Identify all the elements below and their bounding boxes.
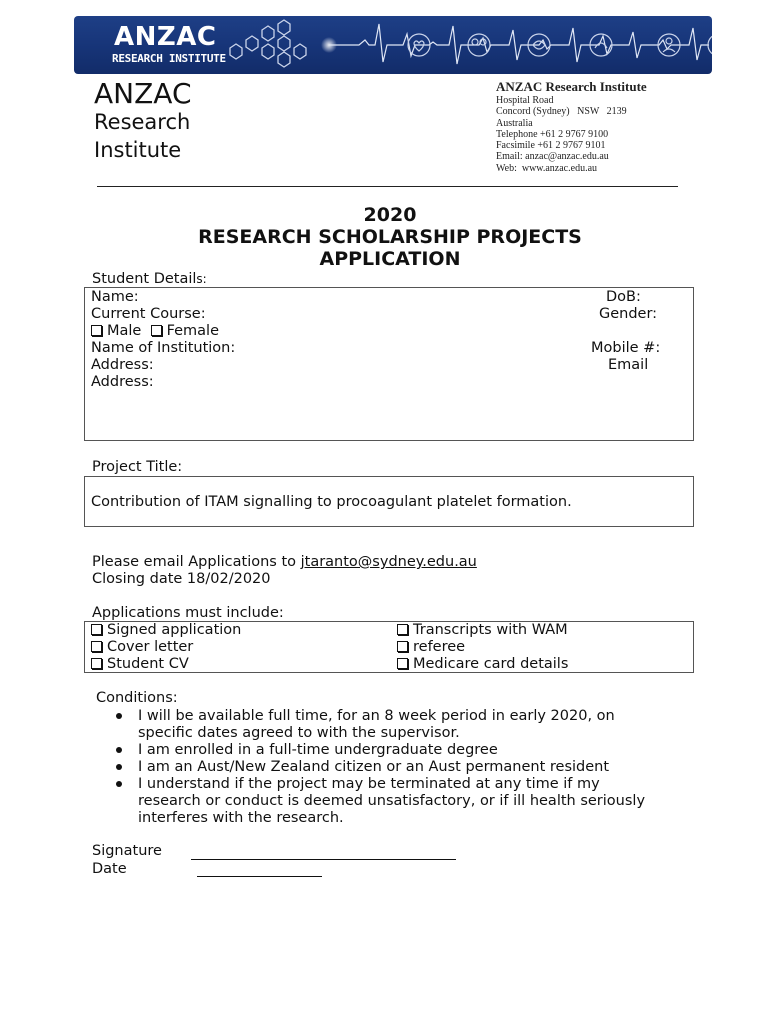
contact-line: Web: www.anzac.edu.au (496, 162, 598, 174)
student-heading-text: Student Detail (92, 271, 197, 287)
contact-line: Email: anzac@anzac.edu.au (496, 151, 609, 163)
include-checkbox[interactable] (91, 624, 102, 635)
female-checkbox[interactable] (151, 325, 162, 336)
include-checkbox[interactable] (397, 641, 408, 652)
logo-line-research: Research (94, 110, 191, 134)
dob-label: DoB: (606, 289, 641, 305)
email-label: Email (608, 357, 649, 373)
signature-label: Signature (92, 843, 162, 859)
name-label: Name: (91, 289, 139, 305)
gender-label: Gender: (599, 306, 658, 322)
title-year: 2020 (363, 204, 417, 226)
bullet-icon (116, 764, 122, 770)
include-item (91, 639, 193, 656)
institution-label: Name of Institution: (91, 340, 236, 356)
signature-line[interactable] (191, 859, 456, 860)
institute-contact (496, 79, 647, 174)
bullet-icon (116, 747, 122, 753)
male-checkbox[interactable] (91, 325, 102, 336)
include-item-label: Transcripts with WAM (413, 622, 568, 638)
address-label: Address: (91, 357, 154, 373)
include-item (91, 656, 189, 673)
include-checkbox[interactable] (91, 641, 102, 652)
banner-logo-subtext: RESEARCH INSTITUTE (112, 52, 226, 65)
condition-line: I understand if the project may be terminated at any time if my (138, 776, 600, 792)
include-item (397, 622, 568, 639)
project-title-label: Project Title: (92, 459, 183, 475)
condition-line: I am an Aust/New Zealand citizen or an Aust permanent resident (138, 759, 610, 775)
include-item-label: Cover letter (107, 639, 194, 655)
address-label-2: Address: (91, 374, 154, 390)
bullet-icon (116, 713, 122, 719)
current-course-label: Current Course: (91, 306, 206, 322)
date-line[interactable] (197, 876, 322, 877)
contact-line: Australia (496, 117, 533, 129)
institute-name: ANZAC Research Institute (496, 79, 647, 94)
male-label: Male (107, 323, 142, 339)
title-line-2: APPLICATION (319, 248, 461, 270)
gender-options (91, 323, 219, 340)
includes-label: Applications must include: (92, 605, 284, 621)
logo-line-anzac: ANZAC (94, 77, 192, 110)
conditions-label: Conditions: (96, 690, 178, 706)
date-label: Date (92, 861, 127, 877)
include-item (397, 639, 465, 656)
closing-date: Closing date 18/02/2020 (92, 571, 271, 587)
student-heading-tail: s: (196, 272, 207, 286)
condition-line: research or conduct is deemed unsatisfactory, or if ill health seriously (138, 793, 646, 809)
include-checkbox[interactable] (397, 624, 408, 635)
email-instruction (92, 554, 477, 571)
email-instruction-text: Please email Applications to (92, 554, 301, 570)
condition-line: I will be available full time, for an 8 week period in early 2020, on (138, 708, 615, 724)
header-banner (74, 16, 712, 74)
contact-line: Telephone +61 2 9767 9100 (496, 128, 609, 140)
bullet-icon (116, 781, 122, 787)
include-item (91, 622, 241, 639)
contact-line: Facsimile +61 2 9767 9101 (496, 140, 606, 152)
contact-line: Concord (Sydney) NSW 2139 (496, 106, 627, 118)
banner-logo-text: ANZAC (114, 22, 217, 52)
include-checkbox[interactable] (397, 658, 408, 669)
contact-line: Hospital Road (496, 95, 554, 106)
condition-line: specific dates agreed to with the supervisor. (138, 725, 460, 741)
include-checkbox[interactable] (91, 658, 102, 669)
title-line-1: RESEARCH SCHOLARSHIP PROJECTS (198, 226, 582, 248)
logo-line-institute: Institute (94, 138, 182, 162)
condition-line: I am enrolled in a full-time undergraduate degree (138, 742, 498, 758)
include-item-label: Student CV (107, 656, 189, 672)
submission-email-link[interactable]: jtaranto@sydney.edu.au (300, 554, 477, 570)
include-item-label: Medicare card details (413, 656, 569, 672)
include-item-label: Signed application (107, 622, 242, 638)
include-item-label: referee (413, 639, 466, 655)
student-details-heading (92, 271, 207, 288)
ecg-line-icon (319, 16, 712, 74)
project-title-text: Contribution of ITAM signalling to procoagulant platelet formation. (91, 494, 572, 510)
hexagon-molecule-icon (222, 18, 322, 74)
condition-line: interferes with the research. (138, 810, 344, 826)
mobile-label: Mobile #: (591, 340, 661, 356)
header-divider (97, 186, 678, 187)
include-item (397, 656, 568, 673)
female-label: Female (166, 323, 220, 339)
